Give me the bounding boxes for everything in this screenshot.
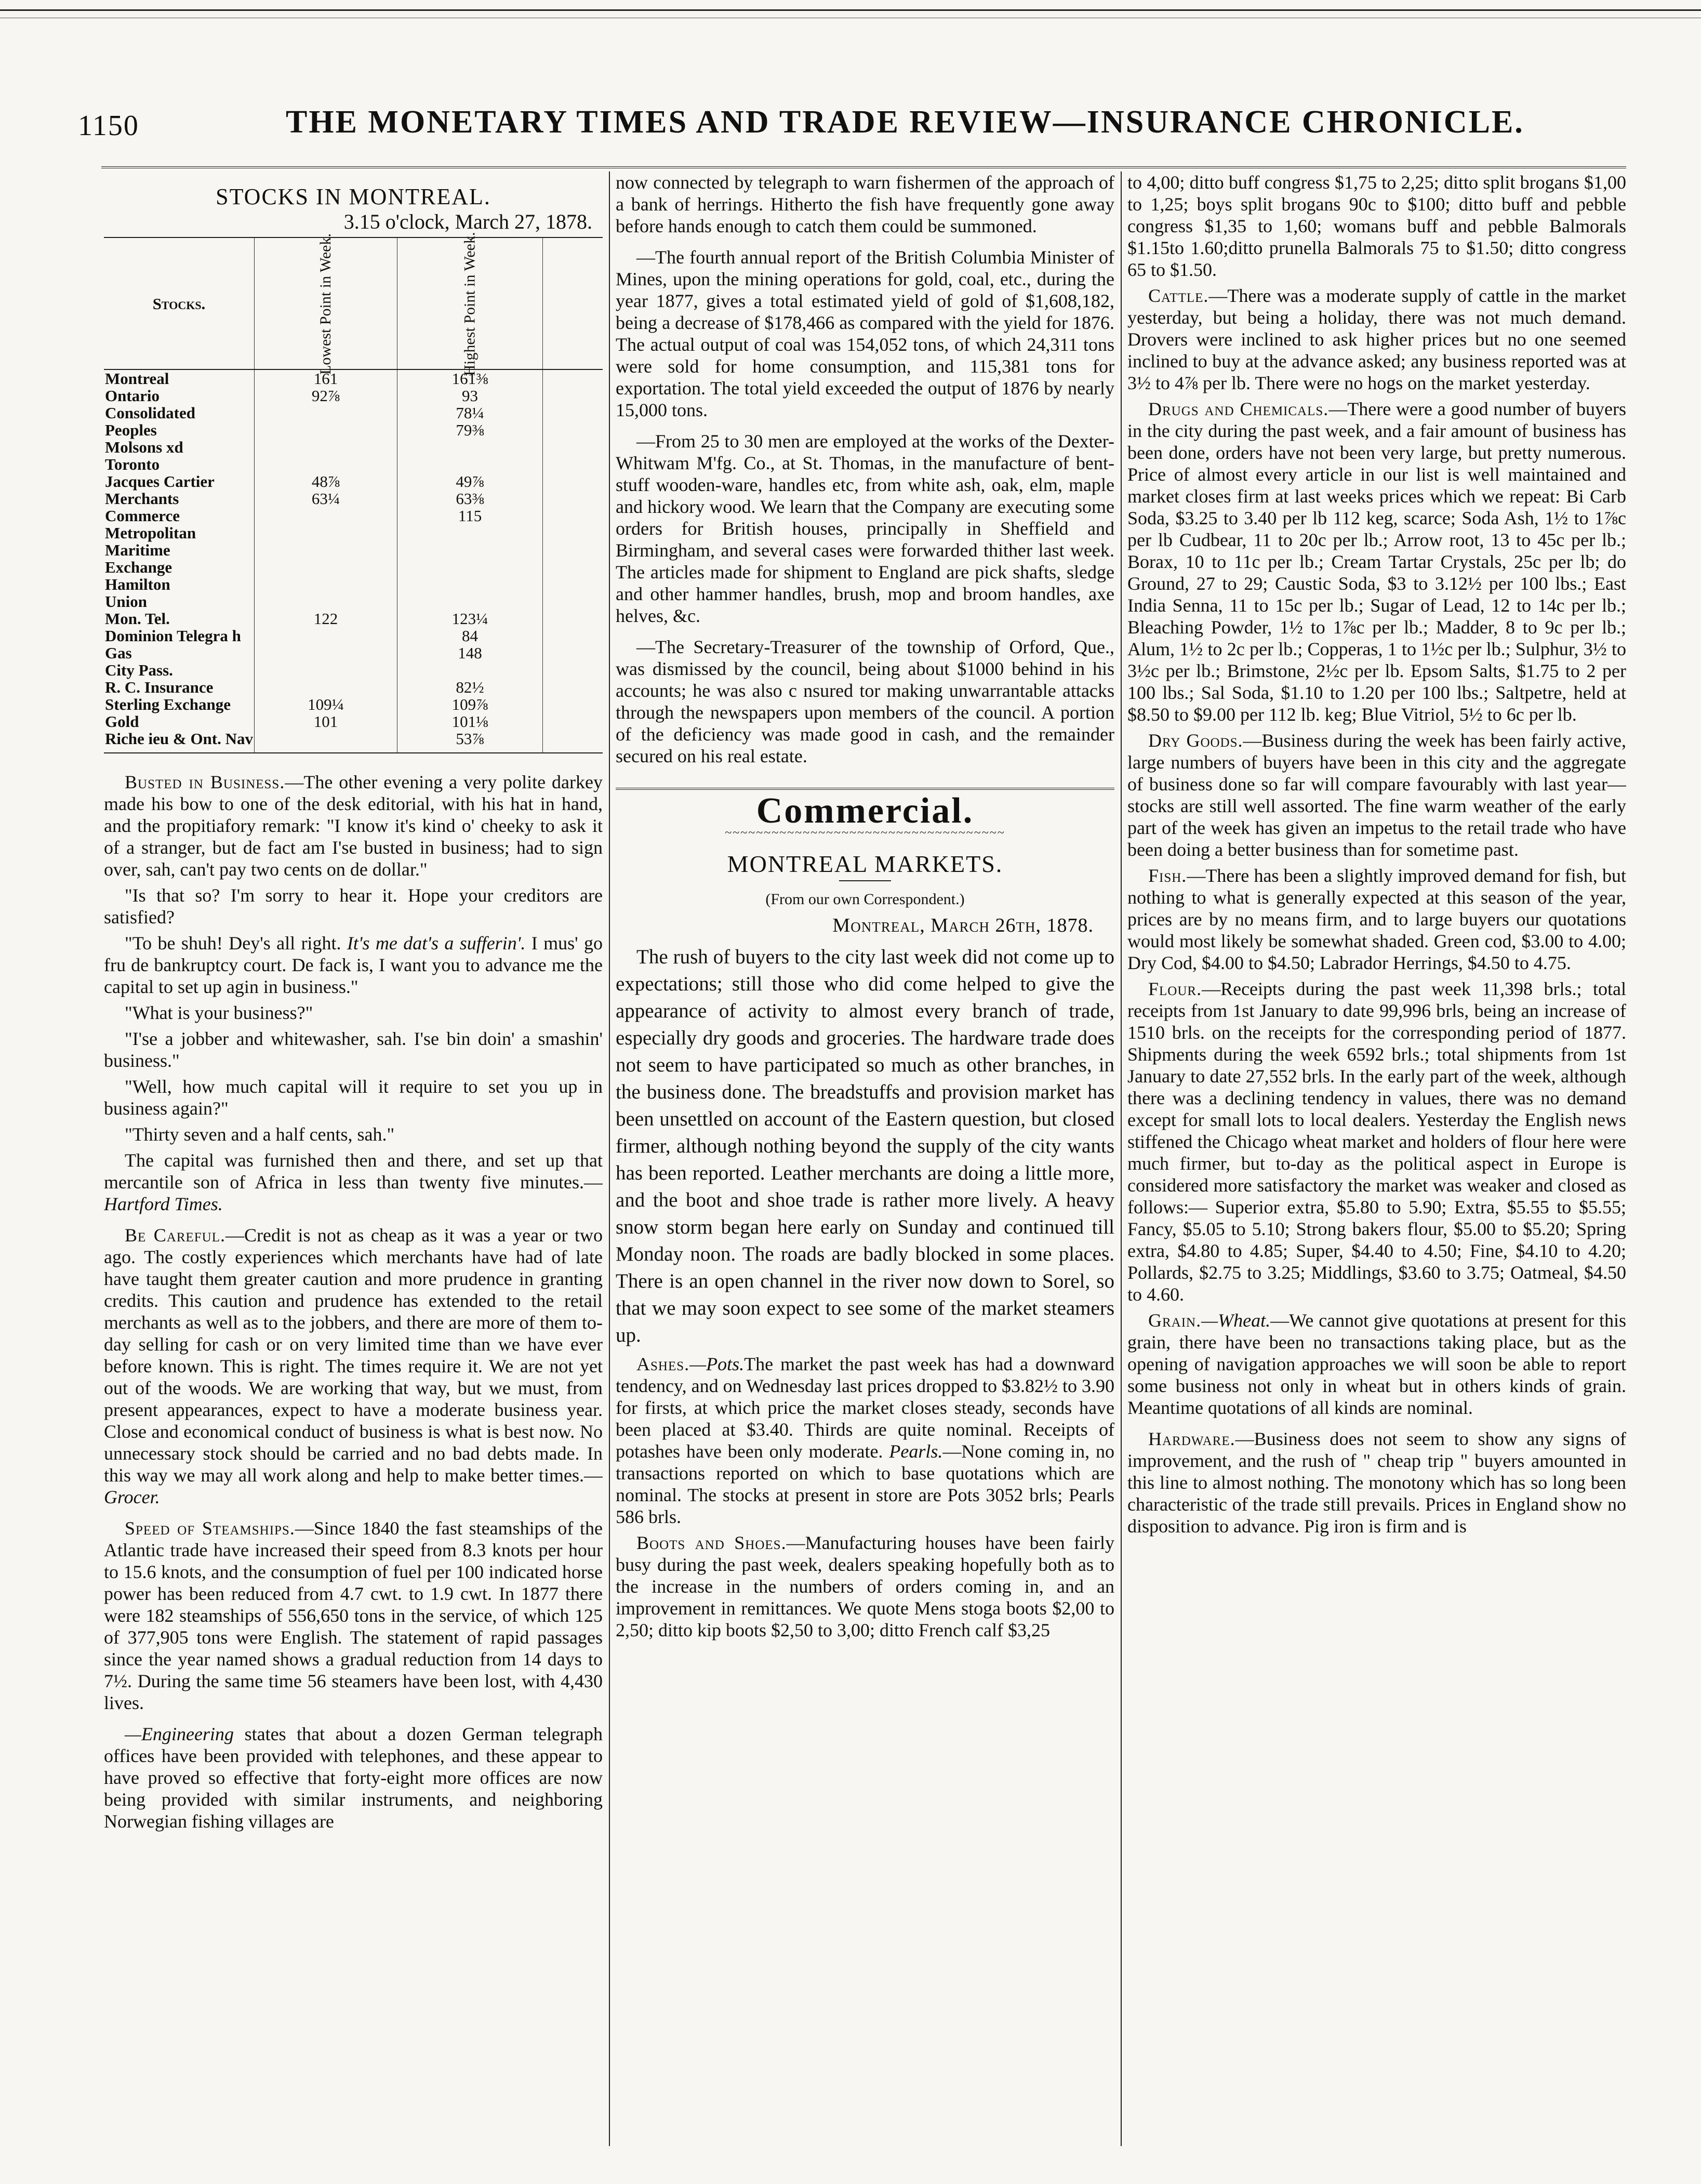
stock-value — [543, 593, 603, 610]
ashes-pearls: Pearls. — [889, 1441, 943, 1462]
stock-value — [543, 679, 603, 696]
grain-head: Grain. — [1148, 1310, 1202, 1331]
markets-title: MONTREAL MARKETS. — [727, 851, 1003, 877]
stock-value: 109⅞ — [397, 696, 543, 713]
stock-value — [255, 404, 397, 421]
engineering-article — [104, 1723, 603, 1832]
busted-p3a: "To be shuh! Dey's all right. — [125, 933, 341, 954]
table-row — [104, 490, 603, 507]
stock-value — [397, 576, 543, 593]
table-row — [104, 576, 603, 593]
stocks-title: STOCKS IN MONTREAL. — [216, 184, 491, 209]
table-row — [104, 456, 603, 473]
stock-value — [255, 644, 397, 661]
table-row — [104, 661, 603, 679]
busted-article — [104, 771, 603, 880]
stock-value: 63⅜ — [397, 490, 543, 507]
mines-report: —The fourth annual report of the British Columbia Minister of Mines, upon the mining operations for gold, coal, etc., during the year 1877, gives a total estimated yield of gold of $1,608,182, being a decrease of $178,466 as compared with the yield for 1876. The actual output of coal was 154,052 tons, of which 24,311 tons were sold for home consumption, and 115,381 tons for exportation. The total yield exceeded the output of 1876 by nearly 15,000 tons. — [616, 247, 1114, 420]
correspondent-line: (From our own Correspondent.) — [765, 891, 965, 908]
wavy-rule: ~~~~~~~~~~~~~~~~~~~~~~~~~~~~~~~~~~~~ — [725, 826, 1005, 840]
stock-name: Commerce — [105, 507, 180, 525]
table-row — [104, 610, 603, 627]
stock-value — [255, 593, 397, 610]
table-row — [104, 369, 603, 387]
stock-value: 82½ — [397, 679, 543, 696]
stock-value — [255, 627, 397, 644]
cattle-article — [1127, 285, 1626, 394]
stock-value: 161 — [255, 369, 397, 387]
markets-intro: The rush of buyers to the city last week did not come up to expectations; still those who did come helped to give the appearance of activity to almost every branch of trade, especially dry goods and groceries. The hardware trade does not seem to have participated so much as other branches, in the business done. The breadstuffs and provision market has been unsettled on account of the Eastern question, but closed firmer, although nothing beyond the supply of the city wants has been reported. Leather merchants are doing a little more, and the boot and shoe trade is rather more lively. A heavy snow storm began here early on Sunday and continued till Monday noon. The roads are badly blocked in some places. There is an open channel in the river now down to Sorel, so that we may soon expect to see some of the market steamers up. — [616, 946, 1114, 1346]
page-number: 1150 — [78, 110, 139, 142]
ashes-article — [616, 1353, 1114, 1528]
stock-name: R. C. Insurance — [105, 678, 214, 696]
stock-value — [397, 541, 543, 559]
stock-name: Molsons xd — [105, 438, 183, 456]
stock-value — [255, 421, 397, 439]
stock-name: Riche ieu & Ont. Nav — [104, 730, 255, 753]
careful-text: —Credit is not as cheap as it was a year or two ago. The costly experiences which merchants have had of late have taught them greater caution and more prudence in granting credits. This caution and prudence has extended to the retail merchants as well as to the jobbers, and there are more of them to-day selling for cash or on very limited time than we have ever before known. This is right. The times require it. We are not yet out of the woods. We are working that way, but we must, from present appearances, expect to have a moderate business year. Close and economical conduct of business is what is best now. No unnecessary stock should be carried and no bad debts made. In this way we may all work along and help to make better times.— — [104, 1225, 603, 1486]
stock-name: Maritime — [105, 541, 170, 559]
stock-value — [255, 439, 397, 456]
stock-value — [543, 576, 603, 593]
stock-name: Montreal — [105, 369, 169, 388]
fish-article — [1127, 865, 1626, 974]
stock-name: Union — [105, 592, 147, 611]
table-row — [104, 696, 603, 713]
stock-value: 101⅛ — [397, 713, 543, 730]
table-row — [104, 541, 603, 559]
ashes-text2: —None coming in, no transactions reported on which to base quotations which are nominal. The stocks at present in store are Pots 3052 brls; Pearls 586 brls. — [616, 1441, 1114, 1527]
stock-value — [543, 490, 603, 507]
stocks-subtitle: 3.15 o'clock, March 27, 1878. — [343, 210, 592, 233]
stock-name: Gold — [105, 712, 139, 731]
stock-value — [397, 559, 543, 576]
masthead-title: THE MONETARY TIMES AND TRADE REVIEW—INSURANCE CHRONICLE. — [286, 104, 1524, 140]
grain-text: —We cannot give quotations at present for this grain, there have been no transactions taking place, but as the opening of navigation approaches we will soon be able to report some business not only in wheat but in others kinds of grain. Meantime quotations of all kinds are nominal. — [1127, 1310, 1626, 1418]
table-row — [104, 730, 603, 753]
table-row — [104, 593, 603, 610]
stock-value — [543, 507, 603, 524]
stock-value — [255, 507, 397, 524]
busted-p5: "I'se a jobber and whitewasher, sah. I'se bin doin' a smashin' business." — [104, 1028, 603, 1071]
stock-value: 48⅞ — [255, 473, 397, 490]
boots-article — [616, 1532, 1114, 1641]
busted-p4: "What is your business?" — [125, 1002, 313, 1023]
busted-p3c: I mus' go fru de bankruptcy court. De fack is, I want you to advance me the capital to set up agin in business." — [104, 933, 603, 997]
stock-value — [543, 439, 603, 456]
stock-value — [543, 387, 603, 404]
flour-article — [1127, 978, 1626, 1305]
stock-name: Merchants — [105, 489, 179, 508]
top-border — [0, 9, 1701, 11]
stocks-header-row — [104, 237, 603, 369]
fish-text: —There has been a slightly improved demand for fish, but nothing to what is generally expected at this season of the year, prices are by no means firm, and to large buyers our quotations would most likely be somewhat shaded. Green cod, $3.00 to 4.00; Dry Cod, $4.00 to $4.50; Labrador Herrings, $4.50 to 4.75. — [1127, 865, 1626, 973]
stock-value: 123¼ — [397, 610, 543, 627]
speed-head: Speed of Steamships. — [125, 1518, 295, 1539]
stock-value: 161⅜ — [397, 369, 543, 387]
table-row — [104, 387, 603, 404]
busted-source: Hartford Times. — [104, 1194, 223, 1214]
busted-p3b: It's me dat's a sufferin'. — [347, 933, 526, 954]
column-2 — [616, 171, 1114, 2146]
careful-article — [104, 1224, 603, 1508]
stock-name: Exchange — [105, 558, 172, 576]
stock-value — [543, 696, 603, 713]
ashes-head: Ashes. — [636, 1354, 690, 1374]
column-divider-1 — [609, 171, 610, 2146]
stock-value — [255, 559, 397, 576]
busted-p1: —The other evening a very polite darkey made his bow to one of the desk editorial, with his hat in hand, and the propitiafory remark: "I know it's kind o' cheeky to ask it of a stranger, but de fact am I'se busted in business; had to sign over, sah, can't pay two cents on de dollar." — [104, 772, 603, 880]
busted-p8a: The capital was furnished then and there, and set up that mercantile son of Africa in less than twenty five minutes.— — [104, 1150, 603, 1193]
stock-value — [543, 369, 603, 387]
stock-value — [255, 524, 397, 541]
stock-value: 78¼ — [397, 404, 543, 421]
page-header — [78, 99, 1626, 156]
flour-text: —Receipts during the past week 11,398 brls.; total receipts from 1st January to date 99,996 brls, being an increase of 1510 brls. on the receipts for the corresponding period of 1877. Shipments during the week 6592 brls.; total shipments from 1st January to date 27,552 brls. In the early part of the week, although there was a declining tendency in values, there was no demand except for small lots to local dealers. Yesterday the English news stiffened the Chicago wheat market and holders of flour here were much firmer, but to-day as the political aspect in Europe is considered more satisfactory the market was weaker and closed as follows:— Superior extra, $5.80 to 5.90; Extra, $5.55 to $5.55; Fancy, $5.05 to 5.10; Strong bakers flour, $5.00 to $5.20; Spring extra, $4.80 to 4.85; Super, $4.40 to 4.50; Fine, $4.10 to 4.20; Pollards, $2.75 to 3.25; Middlings, $3.60 to 3.75; Oatmeal, $4.50 to 4.60. — [1127, 978, 1626, 1305]
stocks-col-header: Stocks. — [104, 237, 255, 369]
stock-value — [255, 730, 397, 753]
stocks-table — [104, 232, 603, 753]
stock-value — [543, 627, 603, 644]
drugs-head: Drugs and Chemicals. — [1148, 399, 1329, 419]
speed-text: —Since 1840 the fast steamships of the Atlantic trade have increased their speed from 8.3 knots per hour to 15.6 knots, and the consumption of fuel per 100 indicated horse power has been reduced from 4.7 cwt. to 1.9 cwt. In 1877 there were 182 steamships of 556,650 tons in the service, of which 125 of 377,905 tons were English. The statement of rapid passages since the year named shows a gradual reduction from 14 days to 7½. During the same time 56 steamers have been lost, with 4,430 lives. — [104, 1518, 603, 1713]
stock-name: Ontario — [105, 387, 160, 405]
fish-head: Fish. — [1148, 865, 1187, 886]
stock-name: Gas — [105, 644, 132, 662]
stock-value — [543, 661, 603, 679]
busted-head: Busted in Business. — [125, 772, 285, 792]
ashes-text: The market the past week has had a downward tendency, and on Wednesday last prices dropped to $3.82½ to 3.90 for firsts, at which price the market closes steady, seconds have been placed at $3.40. Thirds are quite nominal. Receipts of potashes have been only moderate. — [616, 1354, 1114, 1462]
careful-source: Grocer. — [104, 1487, 160, 1507]
stock-name: Hamilton — [105, 575, 170, 593]
hardware-article — [1127, 1428, 1626, 1537]
table-row — [104, 644, 603, 661]
stock-name: Dominion Telegra h — [105, 627, 241, 645]
stock-value — [255, 679, 397, 696]
stock-value: 63¼ — [255, 490, 397, 507]
hardware-text: —Business does not seem to show any signs of improvement, and the rush of " cheap trip " buyers amounted in this line to almost nothing. The monotony which has so long been characteristic of the trade still prevails. Prices in England show no disposition to advance. Pig iron is firm and is — [1127, 1428, 1626, 1537]
stock-value: 53⅞ — [397, 730, 543, 753]
busted-p6: "Well, how much capital will it require to set you up in business again?" — [104, 1076, 603, 1119]
stock-name: Jacques Cartier — [105, 472, 215, 491]
stock-value — [543, 541, 603, 559]
ashes-pots: —Pots. — [689, 1354, 745, 1374]
stock-value — [255, 541, 397, 559]
drugs-text: —There were a good number of buyers in the city during the past week, and a fair amount of business has been done, orders have not been very large, but pretty numerous. Price of almost every article in our list is well maintained and market closes firm at last weeks prices which we repeat: Bi Carb Soda, $3.25 to 3.40 per lb 112 keg, scarce; Soda Ash, 1½ to 1⅞c per lb Cudbear, 11 to 20c per lb.; Arrow root, 13 to 45c per lb.; Borax, 10 to 11c per lb.; Cream Tartar Crystals, 25c per lb; do Ground, 27 to 29; Caustic Soda, $3 to 3.12½ per 100 lbs.; East India Senna, 11 to 15c per lb.; Sugar of Lead, 12 to 14c per lb.; Bleaching Powder, 1½ to 1⅞c per lb.; Madder, 8 to 9c per lb.; Alum, 1½ to 2c per lb.; Copperas, 1 to 1½c per lb.; Sulphur, 3½ to 3½c per lb.; Brimstone, 2½c per lb. Epsom Salts, $1.75 to 2 per 100 lbs.; Sal Soda, $1.10 to 1.20 per 100 lbs.; Saltpetre, held at $8.50 to $9.00 per 112 lb. keg; Blue Vitriol, 5½ to 6c per lb. — [1127, 399, 1626, 725]
stocks-body — [104, 369, 603, 753]
commercial-heading: Commercial. — [616, 788, 1114, 822]
cattle-head: Cattle. — [1148, 285, 1209, 306]
stock-value — [543, 644, 603, 661]
dry-goods-head: Dry Goods. — [1148, 730, 1243, 751]
table-row — [104, 559, 603, 576]
grain-wheat: —Wheat. — [1201, 1310, 1271, 1331]
table-row — [104, 713, 603, 730]
stock-value: 109¼ — [255, 696, 397, 713]
busted-p3 — [104, 932, 603, 998]
dry-goods-article — [1127, 730, 1626, 861]
table-row — [104, 627, 603, 644]
stock-value: 79⅜ — [397, 421, 543, 439]
stock-name: Metropolitan — [105, 524, 196, 542]
stock-value — [543, 730, 603, 753]
table-row — [104, 473, 603, 490]
stock-value: 93 — [397, 387, 543, 404]
busted-p7: "Thirty seven and a half cents, sah." — [125, 1124, 395, 1145]
stock-value — [397, 593, 543, 610]
busted-p8 — [104, 1149, 603, 1215]
flour-head: Flour. — [1148, 978, 1202, 999]
stock-value — [543, 404, 603, 421]
stock-name: Peoples — [105, 421, 157, 439]
boots-continued: to 4,00; ditto buff congress $1,75 to 2,25; ditto split brogans $1,00 to 1,25; boys split brogans 90c to $100; ditto buff and pebble congress $1,35 to 1,60; womans buff and pebble Balmorals $1.15to 1.60;ditto prunella Balmorals 75 to $1.50; ditto congress 65 to $1.50. — [1127, 172, 1626, 280]
stock-value — [543, 713, 603, 730]
stock-value — [543, 524, 603, 541]
column-3 — [1127, 171, 1626, 2146]
orford-treasurer: —The Secretary-Treasurer of the township of Orford, Que., was dismissed by the council, being about $1000 behind in his accounts; he was also c nsured tor making unwarrantable attacks through the newspapers upon members of the council. A portion of the deficiency was made good in cash, and the remainder secured on his real estate. — [616, 637, 1114, 766]
table-row — [104, 524, 603, 541]
stock-name: City Pass. — [105, 661, 173, 679]
table-row — [104, 421, 603, 439]
dexter-works: —From 25 to 30 men are employed at the works of the Dexter-Whitwam M'fg. Co., at St. Thomas, in the manufacture of bent-stuff wooden-ware, handles etc, from white ash, oak, elm, maple and hickory wood. We learn that the Company are executing some orders for British houses, principally in Sheffield and Birmingham, and several cases were forwarded thither last week. The articles made for shipment to England are pick shafts, sledge and other hammer handles, brush, mop and broom handles, axe helves, &c. — [616, 431, 1114, 626]
hardware-head: Hardware. — [1148, 1428, 1235, 1449]
stock-value — [543, 473, 603, 490]
stock-value — [543, 421, 603, 439]
stock-name: Consolidated — [105, 404, 195, 422]
cattle-text: —There was a moderate supply of cattle in the market yesterday, but being a holiday, there was not much demand. Drovers were inclined to ask higher prices but no one seemed inclined to buy at the advance asked; any business reported was at 3½ to 4⅞ per lb. There were no hogs on the market yesterday. — [1127, 285, 1626, 393]
drugs-article — [1127, 398, 1626, 725]
stock-name: Mon. Tel. — [105, 610, 170, 628]
stock-value — [255, 456, 397, 473]
dateline: Montreal, March 26th, 1878. — [832, 915, 1094, 936]
stock-value: 49⅞ — [397, 473, 543, 490]
stock-value: 101 — [255, 713, 397, 730]
header-rule — [101, 166, 1626, 168]
stock-value — [397, 524, 543, 541]
stocks-col-header — [543, 237, 603, 369]
stock-value — [543, 559, 603, 576]
engineering-text: states that about a dozen German telegraph offices have been provided with telephones, and these appear to have proved so effective that forty-eight more offices are now being provided with similar instruments, and neighboring Norwegian fishing villages are — [104, 1724, 603, 1832]
stocks-col-header: Lowest Point in Week. — [255, 237, 397, 369]
stock-value: 122 — [255, 610, 397, 627]
stock-value — [397, 456, 543, 473]
table-row — [104, 439, 603, 456]
boots-head: Boots and Shoes. — [636, 1532, 787, 1553]
stock-name: Sterling Exchange — [105, 695, 231, 713]
stock-name: Toronto — [105, 455, 160, 473]
stock-value: 84 — [397, 627, 543, 644]
engineering-head: —Engineering — [125, 1724, 234, 1744]
column-divider-2 — [1121, 171, 1122, 2146]
careful-head: Be Careful. — [125, 1225, 225, 1246]
stock-value — [397, 661, 543, 679]
table-row — [104, 507, 603, 524]
stock-value — [397, 439, 543, 456]
fishermen-continued: now connected by telegraph to warn fishermen of the approach of a bank of herrings. Hitherto the fish have frequently gone away before hands enough to catch them could be summoned. — [616, 172, 1114, 236]
speed-article — [104, 1517, 603, 1714]
stock-value: 115 — [397, 507, 543, 524]
boots-text: —Manufacturing houses have been fairly busy during the past week, dealers speaking hopefully both as to the increase in the numbers of orders coming in, and an improvement in remittances. We quote Mens stoga boots $2,00 to 2,50; ditto kip boots $2,50 to 3,00; ditto French calf $3,25 — [616, 1532, 1114, 1640]
table-row — [104, 679, 603, 696]
stocks-col-header: Highest Point in Week. — [397, 237, 543, 369]
stock-value — [543, 610, 603, 627]
short-rule — [839, 880, 891, 881]
stock-value — [255, 576, 397, 593]
busted-p2: "Is that so? I'm sorry to hear it. Hope your creditors are satisfied? — [104, 885, 603, 928]
stock-value: 92⅞ — [255, 387, 397, 404]
dry-goods-text: —Business during the week has been fairly active, large numbers of buyers have been in this city and the aggregate of business done so far will compare favourably with last year—stocks are still well assorted. The fine warm weather of the early part of the week has given an impetus to the retail trade who have been doing a better business than for sometime past. — [1127, 730, 1626, 860]
column-1 — [104, 171, 603, 2146]
stock-value: 148 — [397, 644, 543, 661]
stock-value — [255, 661, 397, 679]
table-row — [104, 404, 603, 421]
grain-article — [1127, 1309, 1626, 1419]
stock-value — [543, 456, 603, 473]
